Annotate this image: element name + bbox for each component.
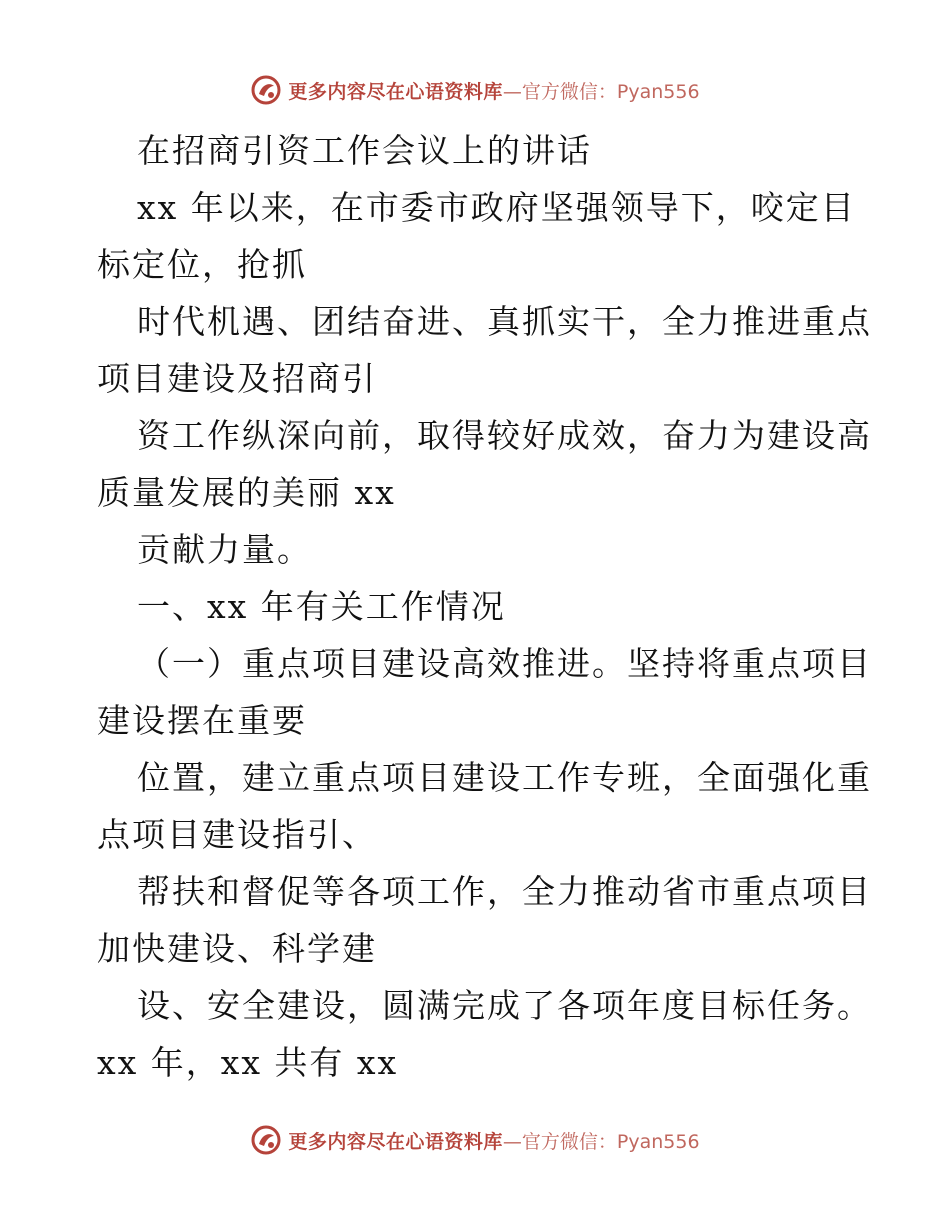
paragraph-line: 资工作纵深向前，取得较好成效，奋力为建设高 [137, 416, 872, 455]
document-body [97, 122, 872, 1091]
seal-logo-icon [250, 1124, 282, 1156]
paragraph-line: 建设摆在重要 [97, 701, 307, 740]
header-watermark [0, 70, 950, 110]
watermark-wechat: —官方微信：Pyan556 [502, 1130, 700, 1153]
paragraph-line: 位置，建立重点项目建设工作专班，全面强化重 [137, 758, 872, 797]
watermark-wechat: —官方微信：Pyan556 [502, 80, 700, 103]
paragraph-line: （一）重点项目建设高效推进。坚持将重点项目 [137, 644, 872, 683]
paragraph-line: 贡献力量。 [137, 530, 312, 569]
paragraph-line: 点项目建设指引、 [97, 815, 377, 854]
seal-logo-icon [250, 74, 282, 106]
watermark-text: 更多内容尽在心语资料库 [288, 80, 503, 103]
paragraph-line: xx 年以来，在市委市政府坚强领导下，咬定目 [137, 188, 856, 227]
paragraph-line: 质量发展的美丽 xx [97, 473, 396, 512]
watermark-text: 更多内容尽在心语资料库 [288, 1130, 503, 1153]
footer-watermark [0, 1120, 950, 1160]
paragraph-line: 设、安全建设，圆满完成了各项年度目标任务。 [137, 986, 872, 1025]
document-title: 在招商引资工作会议上的讲话 [137, 131, 592, 170]
paragraph-line: 加快建设、科学建 [97, 929, 377, 968]
section-heading: 一、xx 年有关工作情况 [137, 587, 506, 626]
paragraph-line: 标定位，抢抓 [97, 245, 307, 284]
paragraph-line: 时代机遇、团结奋进、真抓实干，全力推进重点 [137, 302, 872, 341]
paragraph-line: xx 年，xx 共有 xx [97, 1043, 399, 1082]
paragraph-line: 项目建设及招商引 [97, 359, 377, 398]
paragraph-line: 帮扶和督促等各项工作，全力推动省市重点项目 [137, 872, 872, 911]
